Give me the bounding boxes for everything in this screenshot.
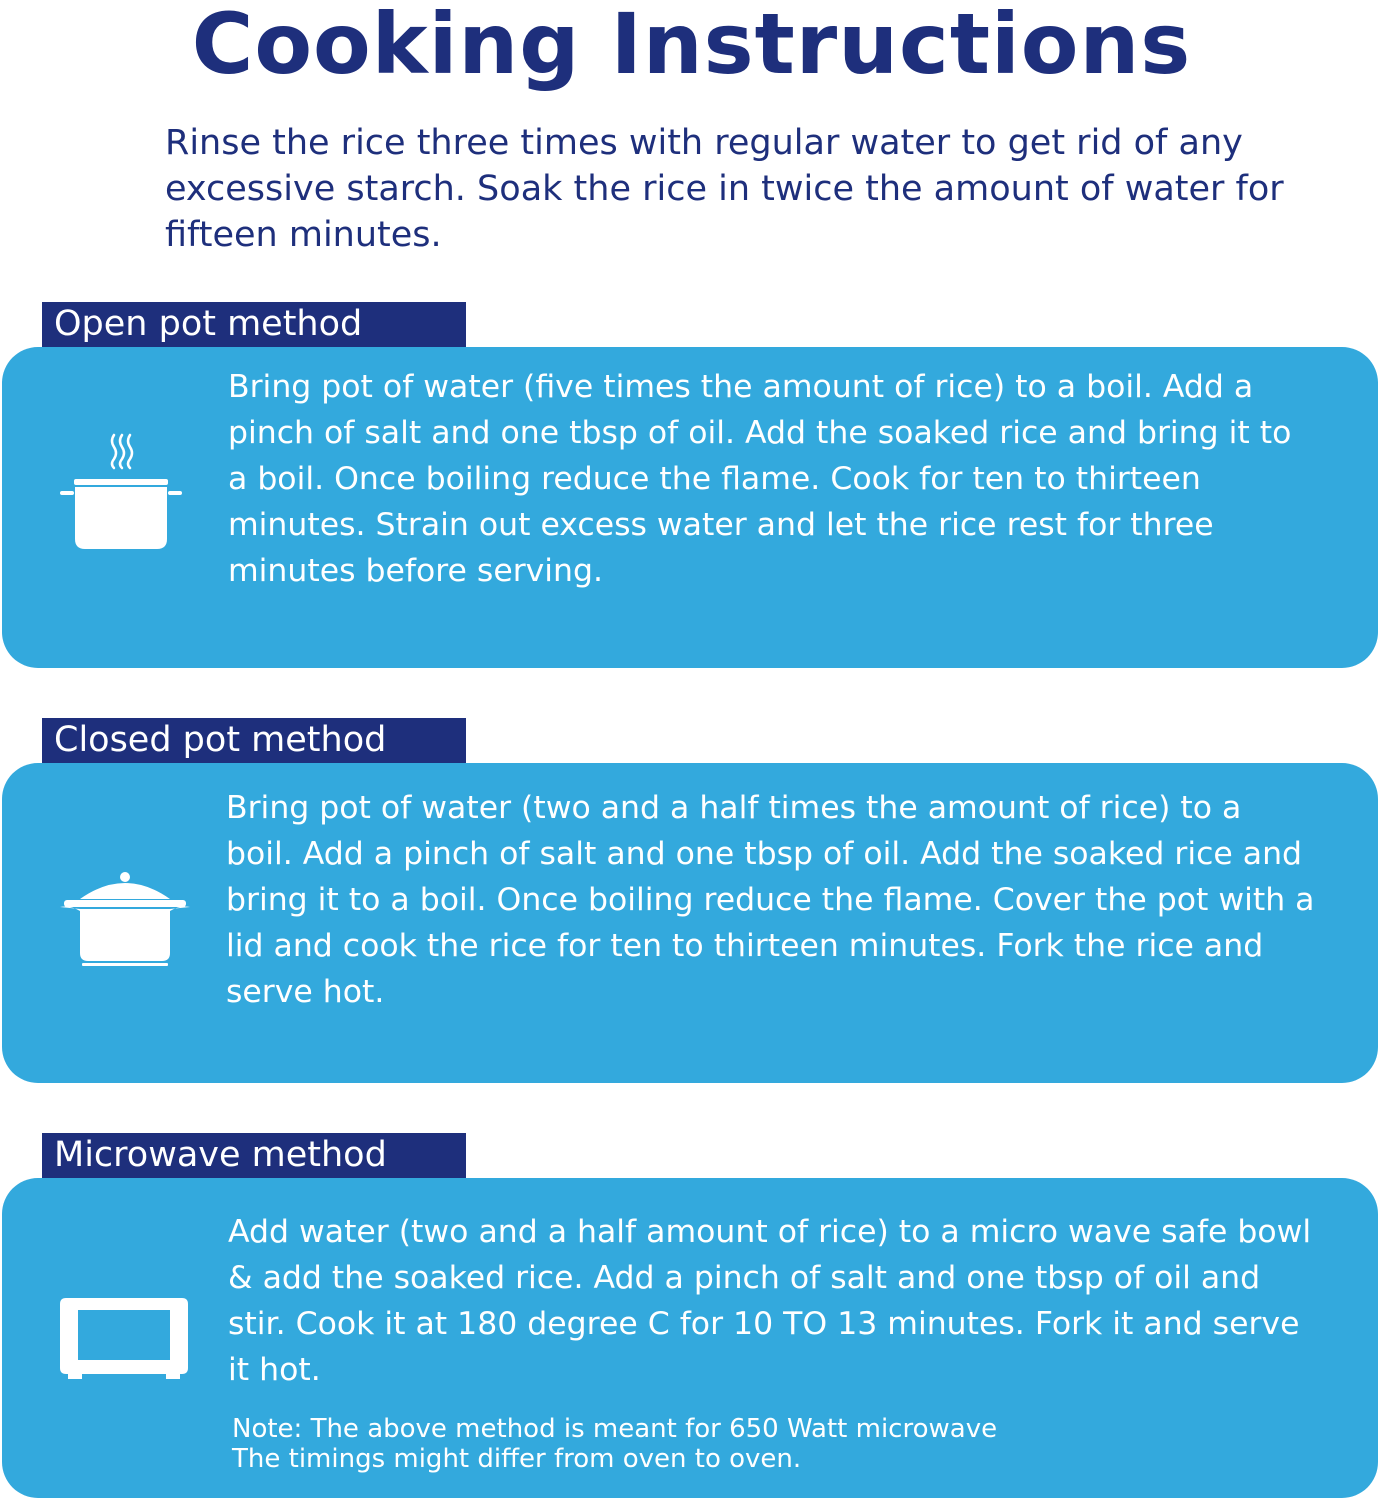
section-label-open-pot: Open pot method (42, 302, 466, 347)
microwave-note-line-2: The timings might differ from oven to oven. (232, 1444, 802, 1474)
microwave-panel (2, 1178, 1378, 1498)
closed-pot-panel (2, 763, 1378, 1083)
section-label-microwave: Microwave method (42, 1133, 466, 1178)
open-pot-panel (2, 347, 1378, 668)
lidded-pot-icon (58, 869, 192, 967)
section-label-closed-pot: Closed pot method (42, 718, 466, 763)
open-pot-instructions: Bring pot of water (five times the amount of rice) to a boil. Add a pinch of salt and one tbsp of oil. Add the soaked rice and bring it to a boil. Once boiling reduce the flame. Cook for ten to thirteen minutes. Strain out excess water and let the rice rest for three minutes before serving. (228, 369, 1292, 589)
microwave-note-line-1: Note: The above method is meant for 650 Watt microwave (232, 1414, 998, 1444)
microwave-note (232, 1414, 1232, 1474)
microwave-icon (60, 1298, 188, 1380)
intro-paragraph: Rinse the rice three times with regular water to get rid of any excessive starch. Soak the rice in twice the amount of water for fifteen minutes. (165, 123, 1284, 255)
page-title: Cooking Instructions (191, 0, 1192, 93)
closed-pot-instructions: Bring pot of water (two and a half times the amount of rice) to a boil. Add a pinch of salt and one tbsp of oil. Add the soaked rice and bring it to a boil. Once boiling reduce the flame. Cover the pot with a lid and cook the rice for ten to thirteen minutes. Fork the rice and serve hot. (226, 790, 1315, 1010)
steaming-pot-icon (58, 431, 184, 555)
microwave-instructions: Add water (two and a half amount of rice) to a micro wave safe bowl & add the soaked rice. Add a pinch of salt and one tbsp of oil and stir. Cook it at 180 degree C for 10 TO 13 minutes. Fork it and serve it hot. (228, 1214, 1312, 1388)
